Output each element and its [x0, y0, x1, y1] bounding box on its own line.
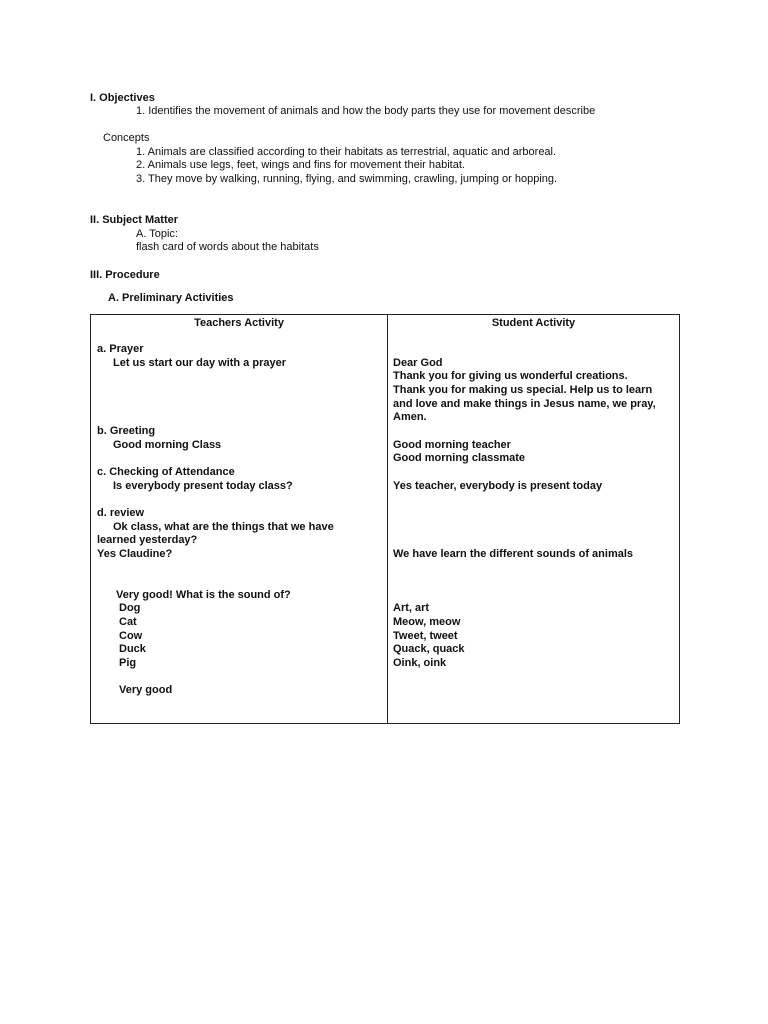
teacher-greeting-text: Good morning Class: [113, 439, 222, 451]
concept-item-1: 1. Animals are classified according to their habitats as terrestrial, aquatic and arboreal.: [136, 146, 557, 158]
topic-label: A. Topic:: [136, 228, 178, 240]
student-prayer-line-2: Thank you for giving us wonderful creations.: [393, 370, 628, 382]
student-sound-pig: Oink, oink: [393, 657, 447, 669]
student-sound-cow: Tweet, tweet: [393, 630, 458, 642]
column-divider: [387, 315, 388, 723]
teacher-prayer-text: Let us start our day with a prayer: [113, 357, 286, 369]
student-prayer-line-4: and love and make things in Jesus name, we pray,: [393, 398, 656, 410]
teacher-review-text-cont: learned yesterday?: [97, 534, 198, 546]
student-prayer-line-5: Amen.: [393, 411, 427, 423]
teacher-attendance-text: Is everybody present today class?: [113, 480, 293, 492]
teacher-animal-duck: Duck: [119, 643, 146, 655]
concept-item-2: 2. Animals use legs, feet, wings and fins for movement their habitat.: [136, 159, 465, 171]
objectives-heading: I. Objectives: [90, 92, 155, 104]
student-greeting-teacher: Good morning teacher: [393, 439, 511, 451]
student-review-reply: We have learn the different sounds of animals: [393, 548, 634, 560]
teacher-animal-cat: Cat: [119, 616, 137, 628]
topic-value: flash card of words about the habitats: [136, 241, 319, 253]
preliminary-activities-heading: A. Preliminary Activities: [108, 292, 234, 304]
teacher-animal-dog: Dog: [119, 602, 141, 614]
objective-item-1: 1. Identifies the movement of animals and how the body parts they use for movement describe: [136, 105, 596, 117]
student-sound-cat: Meow, meow: [393, 616, 461, 628]
teacher-animal-pig: Pig: [119, 657, 137, 669]
student-activity-header: Student Activity: [491, 317, 576, 329]
student-prayer-line-3: Thank you for making us special. Help us to learn: [393, 384, 653, 396]
student-attendance-reply: Yes teacher, everybody is present today: [393, 480, 603, 492]
concept-item-3: 3. They move by walking, running, flying, and swimming, crawling, jumping or hopping.: [136, 173, 558, 185]
procedure-heading: III. Procedure: [90, 269, 160, 281]
teacher-review-text: Ok class, what are the things that we have: [113, 521, 334, 533]
teacher-sound-question: Very good! What is the sound of?: [116, 589, 291, 601]
student-prayer-line-1: Dear God: [393, 357, 443, 369]
activity-table: [90, 314, 680, 724]
teacher-activity-header: Teachers Activity: [194, 317, 284, 329]
teacher-greeting-label: b. Greeting: [97, 425, 156, 437]
teacher-prayer-label: a. Prayer: [97, 343, 144, 355]
teacher-call-student: Yes Claudine?: [97, 548, 173, 560]
teacher-praise: Very good: [119, 684, 173, 696]
student-greeting-classmate: Good morning classmate: [393, 452, 526, 464]
student-sound-duck: Quack, quack: [393, 643, 465, 655]
concepts-heading: Concepts: [103, 132, 150, 144]
teacher-attendance-label: c. Checking of Attendance: [97, 466, 235, 478]
student-sound-dog: Art, art: [393, 602, 430, 614]
teacher-review-label: d. review: [97, 507, 145, 519]
teacher-animal-cow: Cow: [119, 630, 143, 642]
subject-matter-heading: II. Subject Matter: [90, 214, 179, 226]
